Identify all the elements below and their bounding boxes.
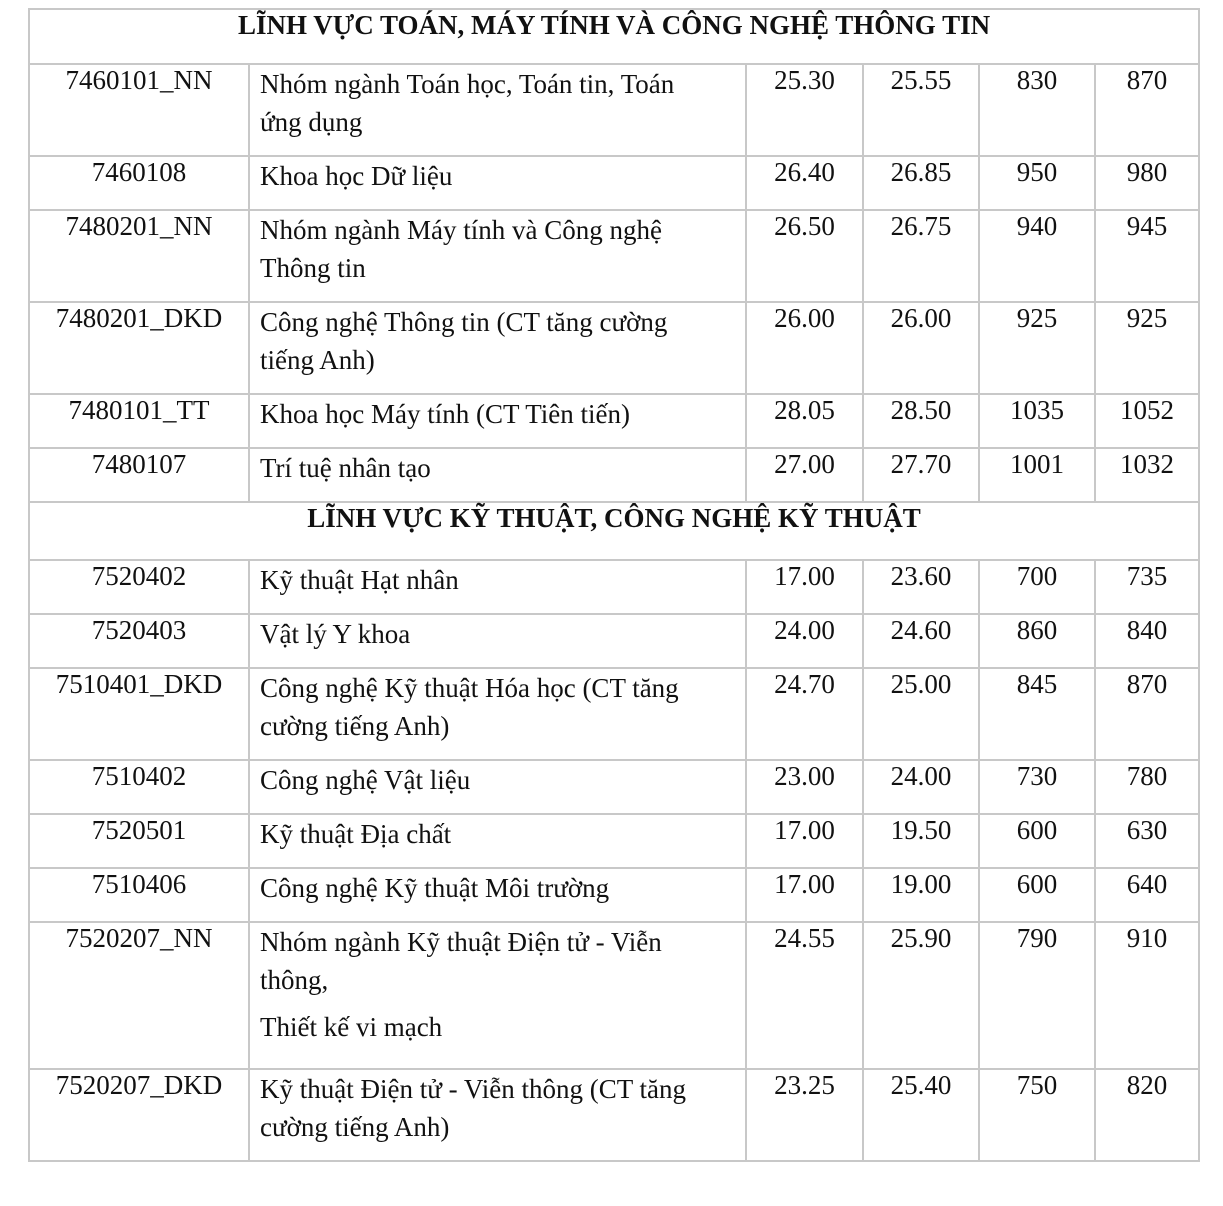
major-name: [249, 560, 746, 614]
score-2: 26.00: [863, 302, 979, 394]
major-name-line: cường tiếng Anh): [260, 1112, 450, 1142]
major-code: 7520402: [29, 560, 249, 614]
major-code: 7460101_NN: [29, 64, 249, 156]
major-name-line: Thiết kế vi mạch: [260, 1012, 443, 1042]
major-name-line: Nhóm ngành Toán học, Toán tin, Toán: [260, 69, 675, 99]
major-name-line: Kỹ thuật Điện tử - Viễn thông (CT tăng: [260, 1074, 686, 1104]
score-2: 25.00: [863, 668, 979, 760]
major-name: [249, 922, 746, 1069]
score-3: 925: [979, 302, 1095, 394]
major-name-line: Khoa học Dữ liệu: [260, 161, 453, 191]
table-row: [29, 394, 1199, 448]
major-name-line: cường tiếng Anh): [260, 711, 450, 741]
score-1: 27.00: [746, 448, 863, 502]
score-1: 17.00: [746, 560, 863, 614]
score-4: 630: [1095, 814, 1199, 868]
score-3: 730: [979, 760, 1095, 814]
score-4: 945: [1095, 210, 1199, 302]
score-2: 19.00: [863, 868, 979, 922]
score-3: 790: [979, 922, 1095, 1069]
major-code: 7520207_NN: [29, 922, 249, 1069]
admission-scores-table: [28, 8, 1200, 1162]
major-name: [249, 64, 746, 156]
major-name-line: Nhóm ngành Kỹ thuật Điện tử - Viễn: [260, 927, 662, 957]
score-1: 23.00: [746, 760, 863, 814]
score-4: 925: [1095, 302, 1199, 394]
score-4: 870: [1095, 668, 1199, 760]
table-row: [29, 614, 1199, 668]
major-name: [249, 448, 746, 502]
score-2: 24.00: [863, 760, 979, 814]
major-name: [249, 156, 746, 210]
score-1: 17.00: [746, 814, 863, 868]
table-row: [29, 210, 1199, 302]
score-4: 1032: [1095, 448, 1199, 502]
score-3: 750: [979, 1069, 1095, 1161]
score-1: 26.40: [746, 156, 863, 210]
score-3: 860: [979, 614, 1095, 668]
table-row: [29, 922, 1199, 1069]
major-name-line: Công nghệ Kỹ thuật Hóa học (CT tăng: [260, 673, 679, 703]
score-1: 24.00: [746, 614, 863, 668]
major-code: 7510402: [29, 760, 249, 814]
major-name-line: Công nghệ Kỹ thuật Môi trường: [260, 873, 610, 903]
major-name-line: tiếng Anh): [260, 345, 375, 375]
score-1: 26.00: [746, 302, 863, 394]
major-name-line: Công nghệ Vật liệu: [260, 765, 471, 795]
major-name-line: Thông tin: [260, 253, 366, 283]
score-4: 870: [1095, 64, 1199, 156]
section-header-row: [29, 502, 1199, 560]
major-name: [249, 302, 746, 394]
major-name: [249, 1069, 746, 1161]
score-1: 26.50: [746, 210, 863, 302]
major-code: 7480201_NN: [29, 210, 249, 302]
major-name: [249, 760, 746, 814]
major-code: 7510406: [29, 868, 249, 922]
score-2: 19.50: [863, 814, 979, 868]
score-4: 640: [1095, 868, 1199, 922]
major-code: 7480201_DKD: [29, 302, 249, 394]
score-1: 24.55: [746, 922, 863, 1069]
score-3: 940: [979, 210, 1095, 302]
table-row: [29, 64, 1199, 156]
table-row: [29, 1069, 1199, 1161]
major-name-line: ứng dụng: [260, 107, 363, 137]
major-name: [249, 868, 746, 922]
major-name-line: thông,: [260, 965, 329, 995]
major-name-line: Khoa học Máy tính (CT Tiên tiến): [260, 399, 630, 429]
score-3: 600: [979, 868, 1095, 922]
score-2: 25.55: [863, 64, 979, 156]
score-2: 28.50: [863, 394, 979, 448]
score-1: 23.25: [746, 1069, 863, 1161]
major-code: 7520207_DKD: [29, 1069, 249, 1161]
score-1: 17.00: [746, 868, 863, 922]
major-name-line: Kỹ thuật Địa chất: [260, 819, 452, 849]
score-2: 27.70: [863, 448, 979, 502]
score-1: 28.05: [746, 394, 863, 448]
score-4: 1052: [1095, 394, 1199, 448]
score-2: 24.60: [863, 614, 979, 668]
score-4: 820: [1095, 1069, 1199, 1161]
score-3: 1001: [979, 448, 1095, 502]
score-3: 845: [979, 668, 1095, 760]
section-title: LĨNH VỰC TOÁN, MÁY TÍNH VÀ CÔNG NGHỆ THÔNG TIN: [29, 9, 1199, 64]
table-row: [29, 868, 1199, 922]
score-2: 23.60: [863, 560, 979, 614]
score-4: 910: [1095, 922, 1199, 1069]
score-3: 950: [979, 156, 1095, 210]
major-name-line: Kỹ thuật Hạt nhân: [260, 565, 459, 595]
score-3: 600: [979, 814, 1095, 868]
major-code: 7510401_DKD: [29, 668, 249, 760]
paragraph-gap: [260, 999, 735, 1008]
score-2: 25.40: [863, 1069, 979, 1161]
major-code: 7520403: [29, 614, 249, 668]
major-code: 7460108: [29, 156, 249, 210]
score-4: 780: [1095, 760, 1199, 814]
score-2: 26.75: [863, 210, 979, 302]
table-row: [29, 448, 1199, 502]
section-header-row: [29, 9, 1199, 64]
score-2: 25.90: [863, 922, 979, 1069]
major-code: 7520501: [29, 814, 249, 868]
score-1: 24.70: [746, 668, 863, 760]
major-name-line: Nhóm ngành Máy tính và Công nghệ: [260, 215, 662, 245]
major-name-line: Vật lý Y khoa: [260, 619, 411, 649]
score-2: 26.85: [863, 156, 979, 210]
score-3: 700: [979, 560, 1095, 614]
major-name-line: Công nghệ Thông tin (CT tăng cường: [260, 307, 668, 337]
table-row: [29, 302, 1199, 394]
score-1: 25.30: [746, 64, 863, 156]
major-name: [249, 814, 746, 868]
major-name: [249, 210, 746, 302]
score-4: 980: [1095, 156, 1199, 210]
major-code: 7480101_TT: [29, 394, 249, 448]
table-row: [29, 668, 1199, 760]
major-name-line: Trí tuệ nhân tạo: [260, 453, 431, 483]
score-4: 840: [1095, 614, 1199, 668]
table-row: [29, 814, 1199, 868]
major-name: [249, 614, 746, 668]
table-row: [29, 156, 1199, 210]
section-title: LĨNH VỰC KỸ THUẬT, CÔNG NGHỆ KỸ THUẬT: [29, 502, 1199, 560]
major-name: [249, 394, 746, 448]
major-name: [249, 668, 746, 760]
score-3: 1035: [979, 394, 1095, 448]
major-code: 7480107: [29, 448, 249, 502]
table-row: [29, 560, 1199, 614]
score-3: 830: [979, 64, 1095, 156]
score-4: 735: [1095, 560, 1199, 614]
table-row: [29, 760, 1199, 814]
